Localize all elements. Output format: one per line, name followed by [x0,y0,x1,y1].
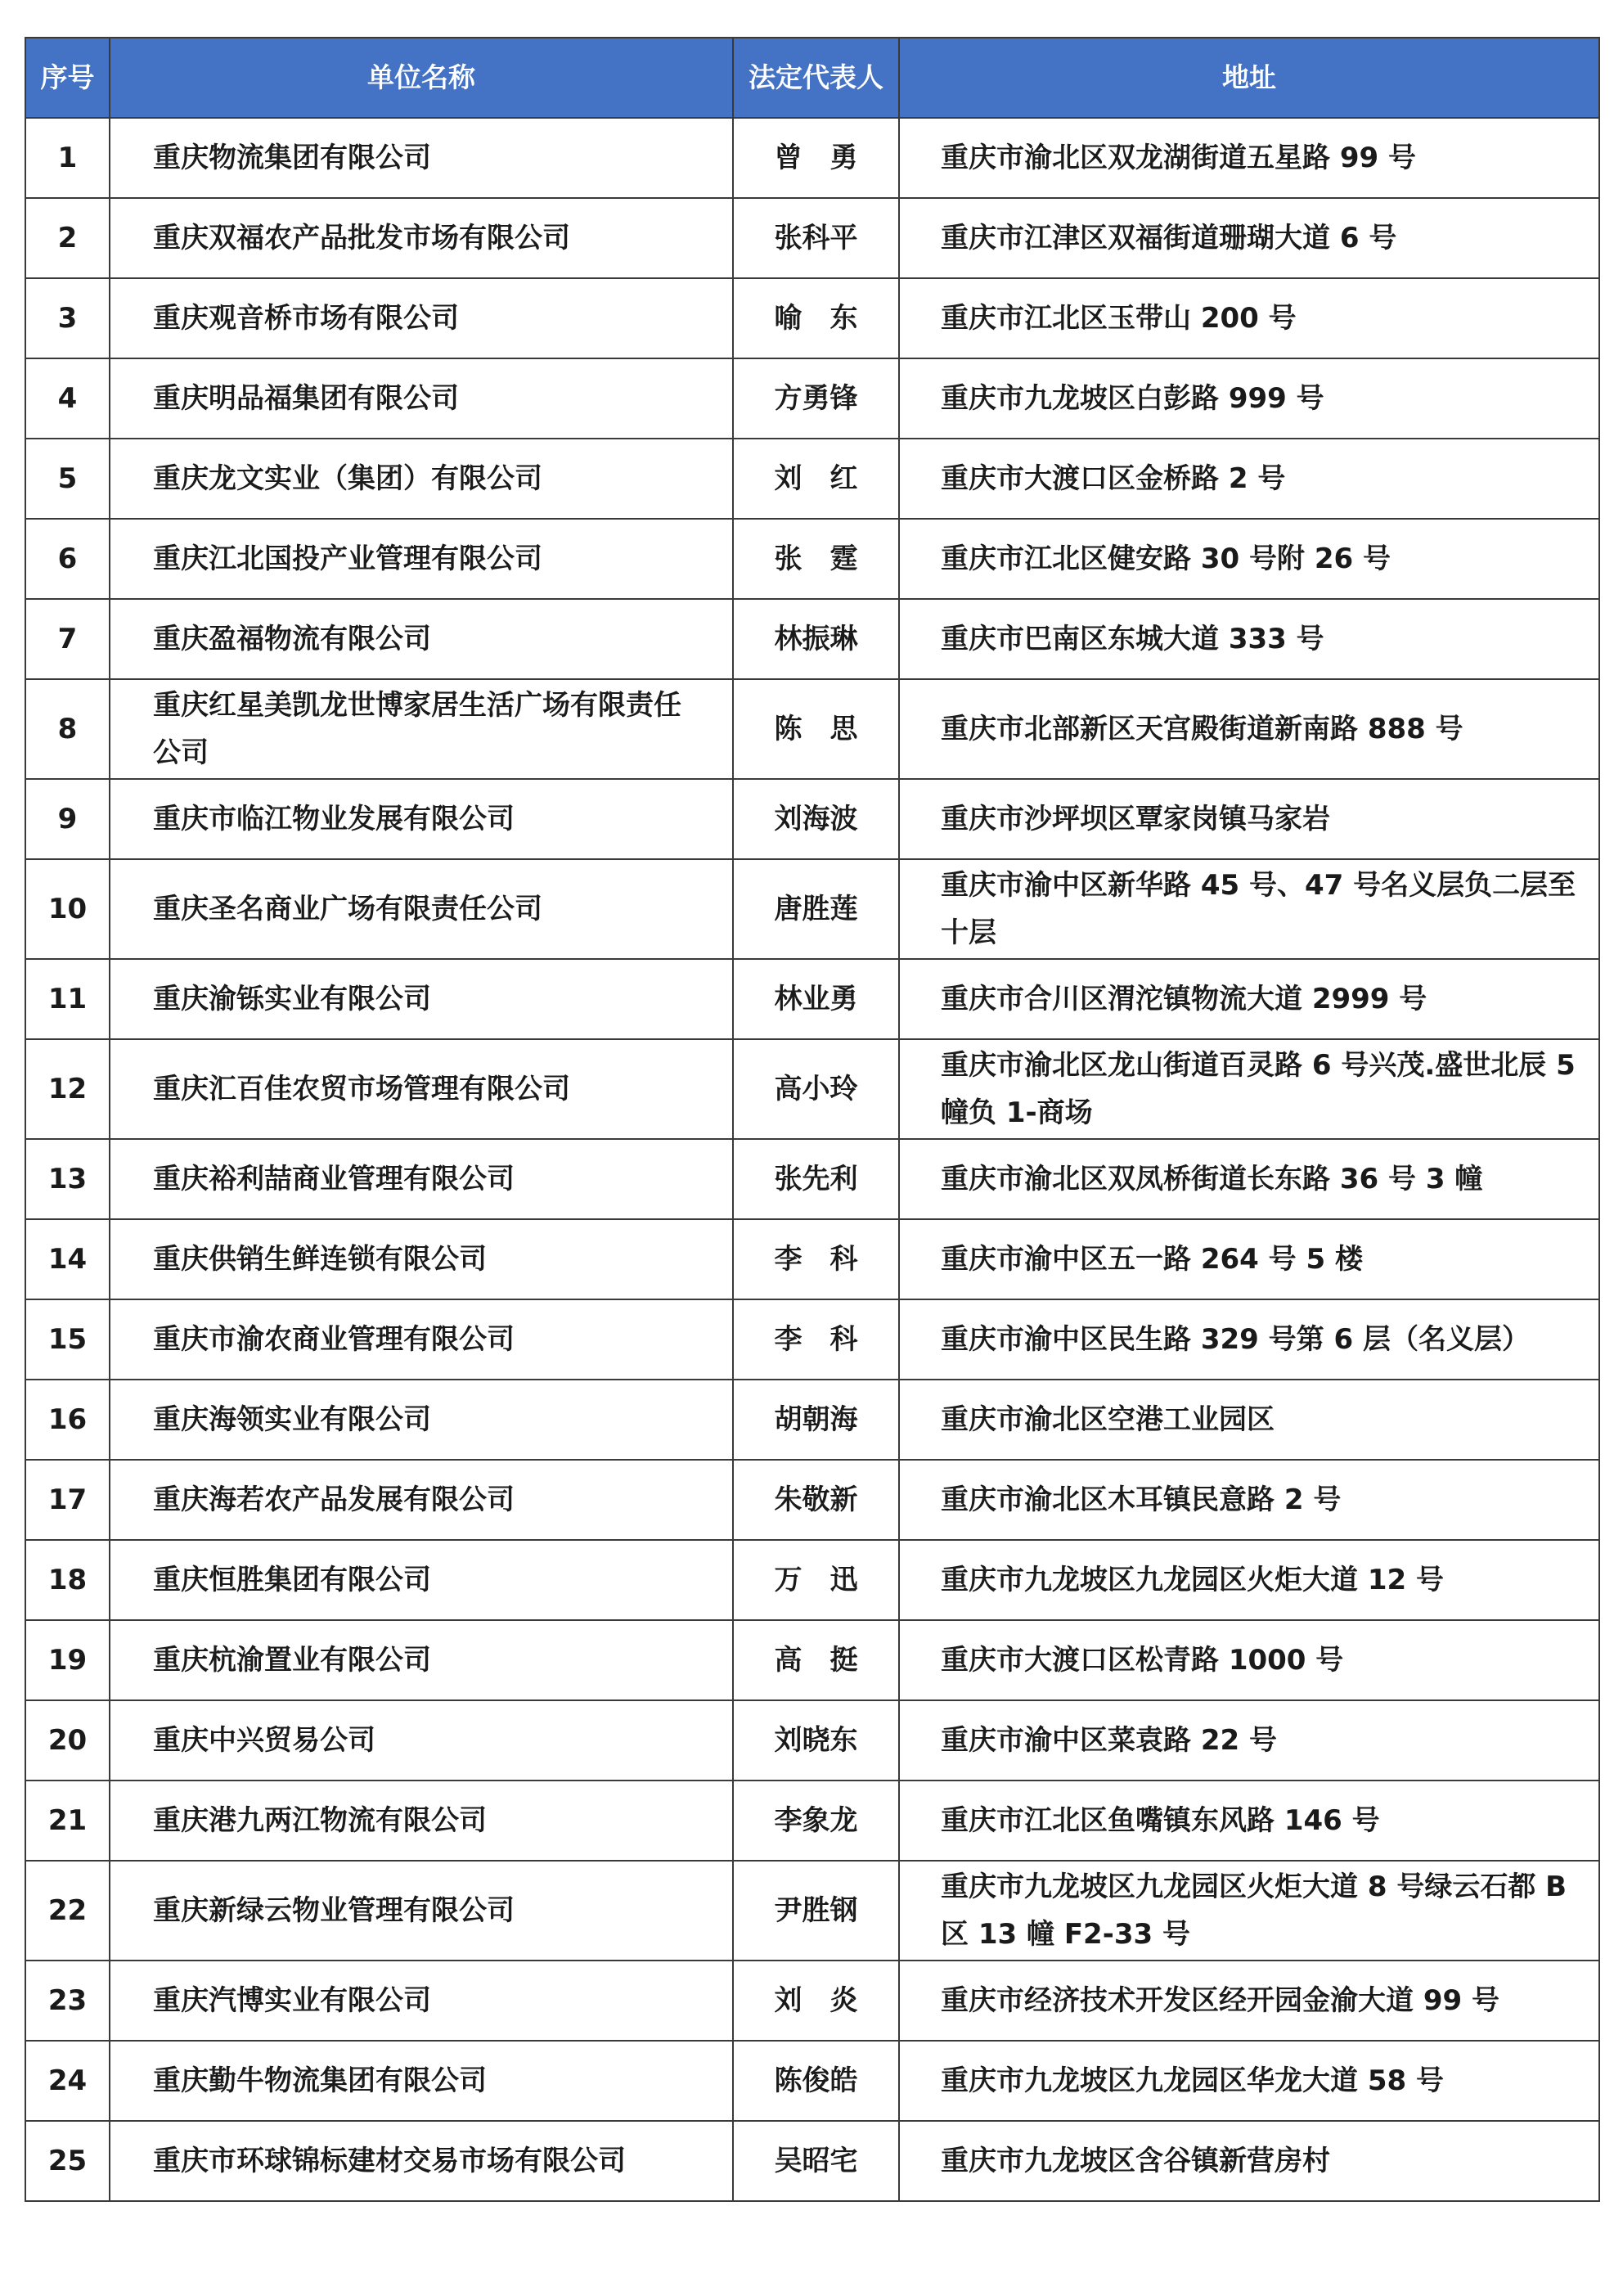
company-address: 重庆市江北区鱼嘴镇东风路 146 号 [899,1781,1599,1861]
company-address: 重庆市九龙坡区含谷镇新营房村 [899,2121,1599,2201]
company-address: 重庆市沙坪坝区覃家岗镇马家岩 [899,779,1599,859]
company-address: 重庆市大渡口区金桥路 2 号 [899,439,1599,519]
company-address: 重庆市北部新区天宫殿街道新南路 888 号 [899,679,1599,779]
company-name: 重庆供销生鲜连锁有限公司 [110,1219,733,1299]
company-address: 重庆市渝北区双龙湖街道五星路 99 号 [899,118,1599,198]
row-index: 1 [25,118,110,198]
table-row [25,1700,1599,1781]
row-index: 2 [25,198,110,278]
row-index: 20 [25,1700,110,1781]
company-address: 重庆市江津区双福街道珊瑚大道 6 号 [899,198,1599,278]
header-row [25,38,1599,118]
company-address: 重庆市合川区渭沱镇物流大道 2999 号 [899,959,1599,1039]
table-row [25,198,1599,278]
company-address: 重庆市大渡口区松青路 1000 号 [899,1620,1599,1700]
legal-representative: 刘 红 [733,439,899,519]
table-row [25,2121,1599,2201]
company-name: 重庆江北国投产业管理有限公司 [110,519,733,599]
legal-representative: 朱敬新 [733,1460,899,1540]
company-address: 重庆市渝北区龙山街道百灵路 6 号兴茂.盛世北辰 5 幢负 1-商场 [899,1039,1599,1139]
legal-representative: 唐胜莲 [733,859,899,959]
company-address: 重庆市渝中区五一路 264 号 5 楼 [899,1219,1599,1299]
row-index: 18 [25,1540,110,1620]
row-index: 19 [25,1620,110,1700]
legal-representative: 胡朝海 [733,1380,899,1460]
company-address: 重庆市渝中区菜袁路 22 号 [899,1700,1599,1781]
table-row [25,679,1599,779]
legal-representative: 张先利 [733,1139,899,1219]
company-address: 重庆市渝北区双凤桥街道长东路 36 号 3 幢 [899,1139,1599,1219]
table-row [25,1219,1599,1299]
table-row [25,519,1599,599]
table-row [25,1139,1599,1219]
row-index: 13 [25,1139,110,1219]
table-row [25,2041,1599,2121]
table-row [25,1961,1599,2041]
row-index: 25 [25,2121,110,2201]
row-index: 17 [25,1460,110,1540]
company-table [25,37,1600,2202]
row-index: 15 [25,1299,110,1380]
table-row [25,1460,1599,1540]
row-index: 11 [25,959,110,1039]
legal-representative: 李象龙 [733,1781,899,1861]
table-row [25,1540,1599,1620]
company-name: 重庆双福农产品批发市场有限公司 [110,198,733,278]
company-name: 重庆红星美凯龙世博家居生活广场有限责任公司 [110,679,733,779]
legal-representative: 曾 勇 [733,118,899,198]
legal-representative: 万 迅 [733,1540,899,1620]
company-name: 重庆勤牛物流集团有限公司 [110,2041,733,2121]
company-address: 重庆市九龙坡区九龙园区火炬大道 12 号 [899,1540,1599,1620]
table-row [25,1861,1599,1961]
company-name: 重庆观音桥市场有限公司 [110,278,733,358]
header-address: 地址 [899,38,1599,118]
table-row [25,118,1599,198]
legal-representative: 李 科 [733,1299,899,1380]
company-address: 重庆市渝中区民生路 329 号第 6 层（名义层） [899,1299,1599,1380]
company-name: 重庆盈福物流有限公司 [110,599,733,679]
row-index: 21 [25,1781,110,1861]
company-name: 重庆龙文实业（集团）有限公司 [110,439,733,519]
company-address: 重庆市九龙坡区白彭路 999 号 [899,358,1599,439]
company-address: 重庆市渝北区木耳镇民意路 2 号 [899,1460,1599,1540]
table-row [25,1620,1599,1700]
row-index: 5 [25,439,110,519]
company-name: 重庆汇百佳农贸市场管理有限公司 [110,1039,733,1139]
row-index: 9 [25,779,110,859]
company-name: 重庆渝铄实业有限公司 [110,959,733,1039]
table-row [25,859,1599,959]
legal-representative: 林业勇 [733,959,899,1039]
company-address: 重庆市九龙坡区九龙园区火炬大道 8 号绿云石都 B 区 13 幢 F2-33 号 [899,1861,1599,1961]
legal-representative: 李 科 [733,1219,899,1299]
legal-representative: 刘 炎 [733,1961,899,2041]
table-row [25,1781,1599,1861]
table-row [25,278,1599,358]
legal-representative: 高小玲 [733,1039,899,1139]
header-index: 序号 [25,38,110,118]
row-index: 24 [25,2041,110,2121]
legal-representative: 张科平 [733,198,899,278]
legal-representative: 刘海波 [733,779,899,859]
row-index: 7 [25,599,110,679]
legal-representative: 喻 东 [733,278,899,358]
row-index: 16 [25,1380,110,1460]
company-address: 重庆市经济技术开发区经开园金渝大道 99 号 [899,1961,1599,2041]
row-index: 22 [25,1861,110,1961]
company-address: 重庆市江北区健安路 30 号附 26 号 [899,519,1599,599]
row-index: 4 [25,358,110,439]
company-name: 重庆市环球锦标建材交易市场有限公司 [110,2121,733,2201]
legal-representative: 陈俊皓 [733,2041,899,2121]
table-row [25,599,1599,679]
legal-representative: 高 挺 [733,1620,899,1700]
table-row [25,1039,1599,1139]
table-row [25,1380,1599,1460]
table-row [25,1299,1599,1380]
company-name: 重庆物流集团有限公司 [110,118,733,198]
row-index: 14 [25,1219,110,1299]
header-name: 单位名称 [110,38,733,118]
company-name: 重庆恒胜集团有限公司 [110,1540,733,1620]
row-index: 3 [25,278,110,358]
company-name: 重庆海领实业有限公司 [110,1380,733,1460]
legal-representative: 吴昭宅 [733,2121,899,2201]
table-row [25,779,1599,859]
legal-representative: 陈 思 [733,679,899,779]
company-name: 重庆港九两江物流有限公司 [110,1781,733,1861]
row-index: 8 [25,679,110,779]
row-index: 12 [25,1039,110,1139]
row-index: 10 [25,859,110,959]
legal-representative: 林振琳 [733,599,899,679]
legal-representative: 刘晓东 [733,1700,899,1781]
table-row [25,959,1599,1039]
company-name: 重庆市临江物业发展有限公司 [110,779,733,859]
company-address: 重庆市九龙坡区九龙园区华龙大道 58 号 [899,2041,1599,2121]
company-address: 重庆市渝中区新华路 45 号、47 号名义层负二层至十层 [899,859,1599,959]
company-name: 重庆杭渝置业有限公司 [110,1620,733,1700]
table-row [25,358,1599,439]
legal-representative: 方勇锋 [733,358,899,439]
header-representative: 法定代表人 [733,38,899,118]
company-name: 重庆裕利喆商业管理有限公司 [110,1139,733,1219]
row-index: 23 [25,1961,110,2041]
company-name: 重庆汽博实业有限公司 [110,1961,733,2041]
company-name: 重庆圣名商业广场有限责任公司 [110,859,733,959]
company-address: 重庆市渝北区空港工业园区 [899,1380,1599,1460]
company-address: 重庆市巴南区东城大道 333 号 [899,599,1599,679]
company-name: 重庆中兴贸易公司 [110,1700,733,1781]
company-name: 重庆市渝农商业管理有限公司 [110,1299,733,1380]
company-name: 重庆明品福集团有限公司 [110,358,733,439]
company-name: 重庆海若农产品发展有限公司 [110,1460,733,1540]
legal-representative: 尹胜钢 [733,1861,899,1961]
row-index: 6 [25,519,110,599]
table-row [25,439,1599,519]
legal-representative: 张 霆 [733,519,899,599]
company-name: 重庆新绿云物业管理有限公司 [110,1861,733,1961]
company-address: 重庆市江北区玉带山 200 号 [899,278,1599,358]
